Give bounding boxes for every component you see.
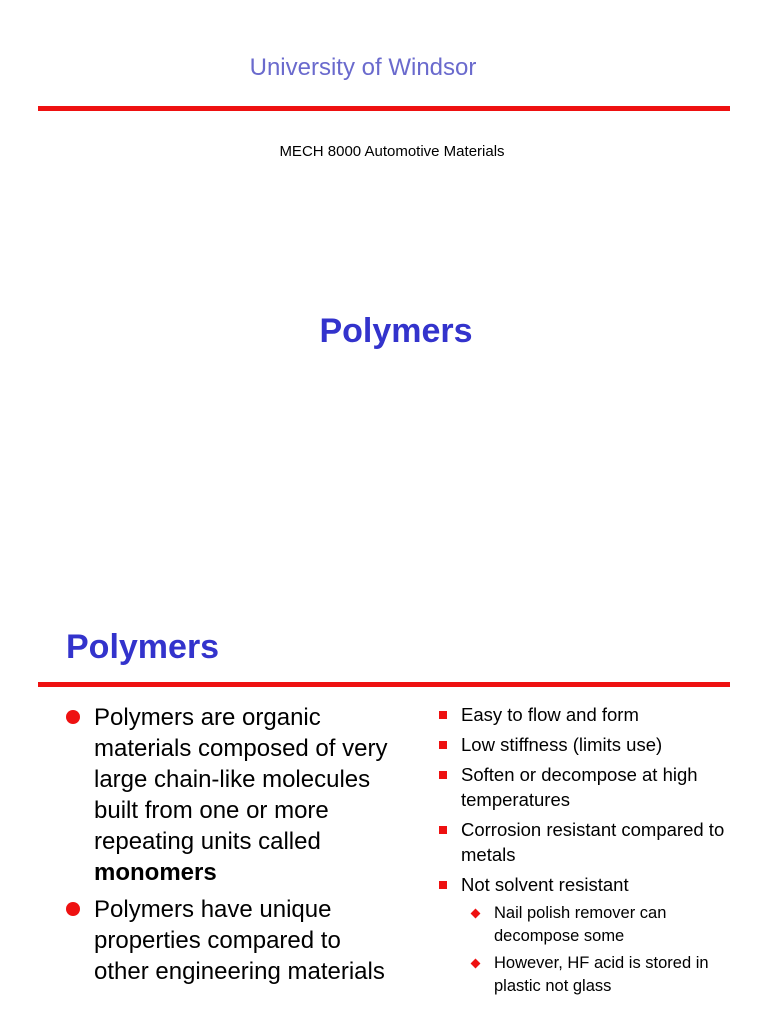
bullet-dot-icon [66,710,80,724]
sub-bullet-list [469,902,756,998]
property-item [436,872,756,998]
property-bullet-list [436,702,756,1003]
title-rule [38,682,730,687]
bullet-item [64,894,394,987]
property-item [436,762,756,812]
header-rule [38,106,730,111]
property-text: Not solvent resistant [461,874,629,895]
sub-text: However, HF acid is stored in plastic not glass [494,954,709,995]
slide-title-text: Polymers [319,312,473,350]
square-bullet-icon [439,711,447,719]
square-bullet-icon [439,881,447,889]
property-text: Corrosion resistant compared to metals [461,819,725,865]
sub-text: Nail polish remover can decompose some [494,904,667,945]
bullet-dot-icon [66,902,80,916]
main-bullet-list [64,702,394,993]
property-text: Easy to flow and form [461,704,639,725]
square-bullet-icon [439,741,447,749]
diamond-bullet-icon [471,909,481,919]
content-title: Polymers [66,628,220,666]
square-bullet-icon [439,771,447,779]
square-bullet-icon [439,826,447,834]
property-text: Low stiffness (limits use) [461,734,663,755]
property-item [436,732,756,757]
university-header: University of Windsor [249,54,477,81]
property-item [436,702,756,727]
property-text: Soften or decompose at high temperatures [461,764,698,810]
bullet-item [64,702,394,888]
sub-item [469,952,756,998]
slide-content [0,576,768,1024]
diamond-bullet-icon [471,959,481,969]
property-item [436,817,756,867]
bullet-text: Polymers are organic materials composed of very large chain-like molecules built from one or more repeating units called [94,704,388,855]
course-name: MECH 8000 Automotive Materials [279,143,505,160]
sub-item [469,902,756,948]
bullet-text: Polymers have unique properties compared to other engineering materials [94,896,385,985]
bullet-bold-term: monomers [94,859,217,886]
